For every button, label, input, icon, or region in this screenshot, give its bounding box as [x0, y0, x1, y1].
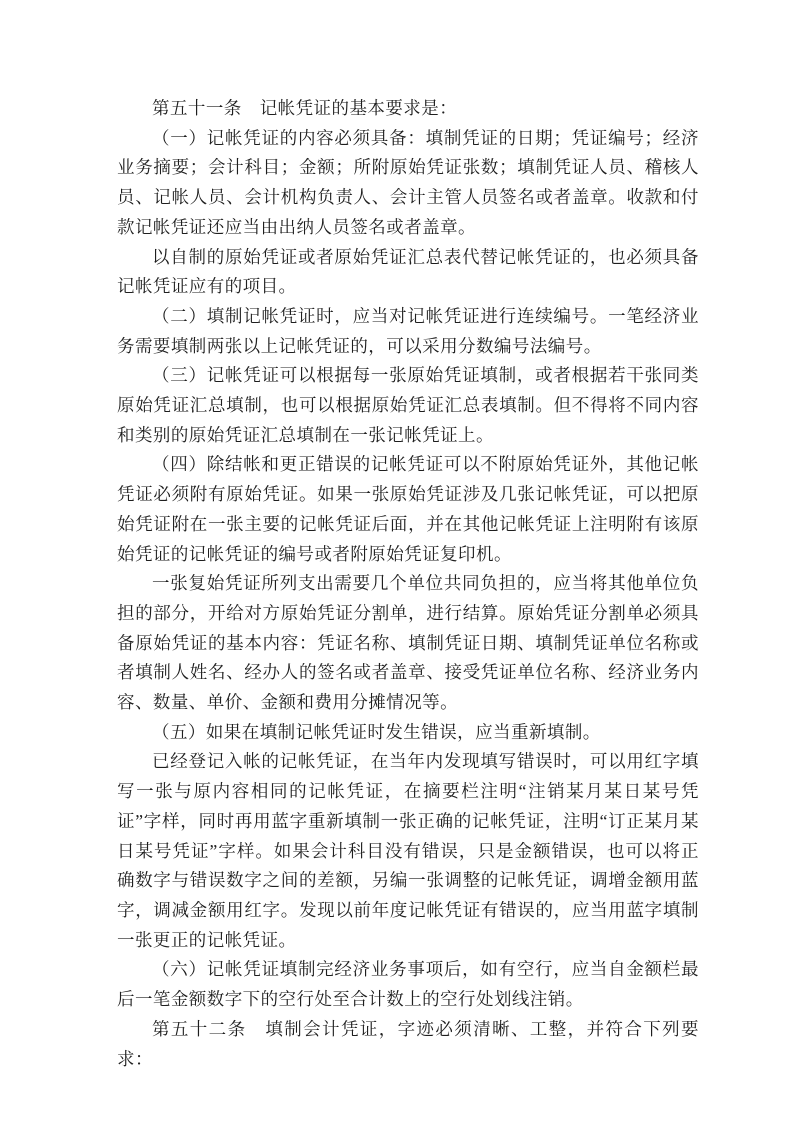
article-52-heading: 第五十二条 填制会计凭证，字迹必须清晰、工整，并符合下列要求： [117, 1018, 699, 1069]
clause-3-paragraph: （三）记帐凭证可以根据每一张原始凭证填制，或者根据若干张同类原始凭证汇总填制，也可以根据原始凭证汇总表填制。但不得将不同内容和类别的原始凭证汇总填制在一张记帐凭证上。 [117, 365, 699, 445]
clause-1-continuation-paragraph: 以自制的原始凭证或者原始凭证汇总表代替记帐凭证的，也必须具备记帐凭证应有的项目。 [117, 246, 699, 297]
clause-2-paragraph: （二）填制记帐凭证时，应当对记帐凭证进行连续编号。一笔经济业务需要填制两张以上记帐凭证的，可以采用分数编号法编号。 [117, 305, 699, 356]
clause-5-paragraph: （五）如果在填制记帐凭证时发生错误，应当重新填制。 [152, 721, 601, 742]
clause-1-paragraph: （一）记帐凭证的内容必须具备：填制凭证的日期；凭证编号；经济业务摘要；会计科目；金额；所附原始凭证张数；填制凭证人员、稽核人员、记帐人员、会计机构负责人、会计主管人员签名或者盖章。收款和付款记帐凭证还应当由出纳人员签名或者盖章。 [117, 127, 699, 237]
clause-4-split-slip-paragraph: 一张复始凭证所列支出需要几个单位共同负担的，应当将其他单位负担的部分，开给对方原始凭证分割单，进行结算。原始凭证分割单必须具备原始凭证的基本内容：凭证名称、填制凭证日期、填制凭证单位名称或者填制人姓名、经办人的签名或者盖章、接受凭证单位名称、经济业务内容、数量、单价、金额和费用分摊情况等。 [117, 573, 699, 713]
clause-6-paragraph: （六）记帐凭证填制完经济业务事项后，如有空行，应当自金额栏最后一笔金额数字下的空行处至合计数上的空行处划线注销。 [117, 959, 699, 1010]
clause-4-paragraph: （四）除结帐和更正错误的记帐凭证可以不附原始凭证外，其他记帐凭证必须附有原始凭证。如果一张原始凭证涉及几张记帐凭证，可以把原始凭证附在一张主要的记帐凭证后面，并在其他记帐凭证上注明附有该原始凭证的记帐凭证的编号或者附原始凭证复印机。 [117, 454, 699, 564]
clause-5-correction-paragraph: 已经登记入帐的记帐凭证，在当年内发现填写错误时，可以用红字填写一张与原内容相同的记帐凭证，在摘要栏注明“注销某月某日某号凭证”字样，同时再用蓝字重新填制一张正确的记帐凭证，注明“订正某月某日某号凭证”字样。如果会计科目没有错误，只是金额错误，也可以将正确数字与错误数字之间的差额，另编一张调整的记帐凭证，调增金额用蓝字，调减金额用红字。发现以前年度记帐凭证有错误的，应当用蓝字填制一张更正的记帐凭证。 [117, 751, 699, 950]
document-text-block [117, 94, 699, 1074]
article-51-heading: 第五十一条 记帐凭证的基本要求是： [152, 98, 458, 118]
